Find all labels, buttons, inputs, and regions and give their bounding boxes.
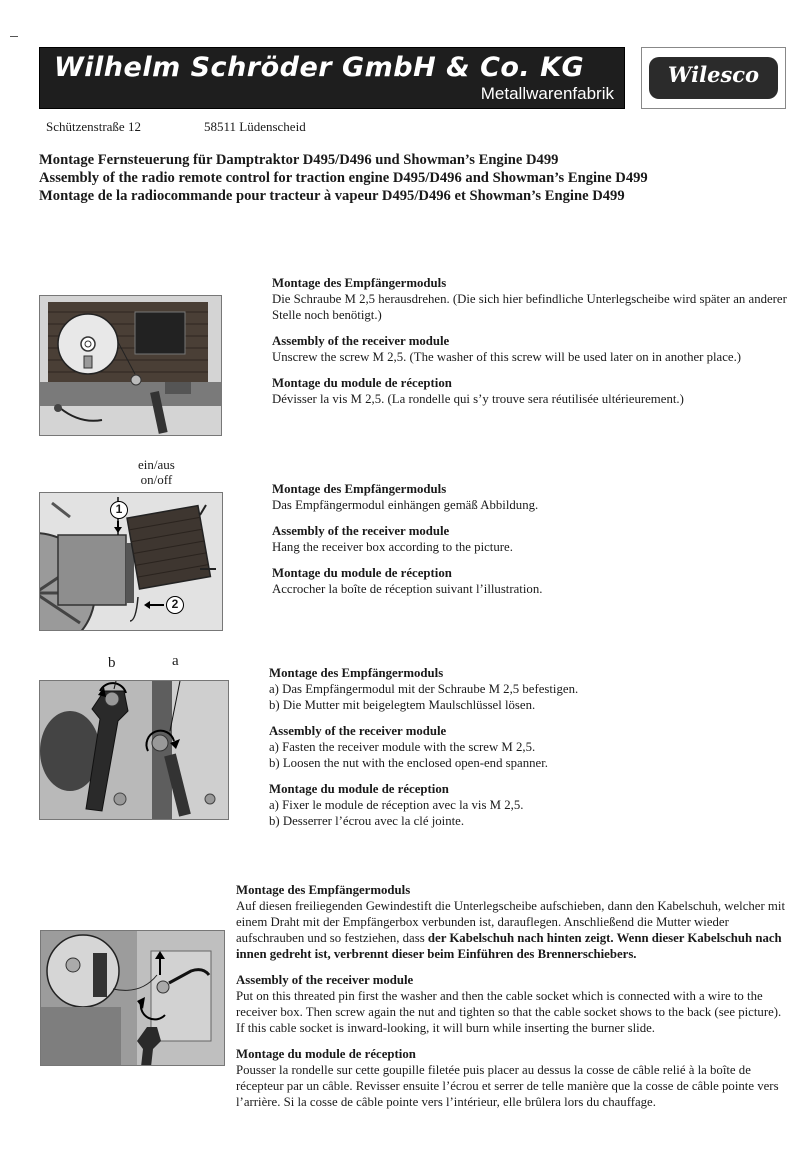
- marker-2: 2: [166, 596, 184, 614]
- cable-socket-illustration: [41, 931, 225, 1066]
- address-street: Schützenstraße 12: [46, 119, 141, 134]
- title-fr: Montage de la radiocommande pour tracteur à vapeur D495/D496 et Showman’s Engine D499: [39, 188, 625, 204]
- step3-fr-heading: Montage du module de réception: [269, 782, 449, 796]
- step3-fr-b: b) Desserrer l’écrou avec la clé jointe.: [269, 814, 465, 828]
- page-mark: [10, 36, 18, 37]
- step3-de-b: b) Die Mutter mit beigelegtem Maulschlüssel lösen.: [269, 698, 536, 712]
- step4-text: [236, 882, 792, 1110]
- step2-de-heading: Montage des Empfängermoduls: [272, 482, 447, 496]
- step2-fr-text: Accrocher la boîte de réception suivant l’illustration.: [272, 582, 543, 596]
- callout-on-off: on/off: [140, 472, 173, 487]
- step3-en-b: b) Loosen the nut with the enclosed open-end spanner.: [269, 756, 548, 770]
- label-a: a: [172, 653, 179, 669]
- step1-en-text: Unscrew the screw M 2,5. (The washer of this screw will be used later on in another place.): [272, 350, 742, 364]
- step3-en-a: a) Fasten the receiver module with the screw M 2,5.: [269, 740, 536, 754]
- step4-photo: [40, 930, 225, 1066]
- step1-en-heading: Assembly of the receiver module: [272, 334, 450, 348]
- step2-en-heading: Assembly of the receiver module: [272, 524, 450, 538]
- title-de: Montage Fernsteuerung für Damptraktor D495/D496 und Showman’s Engine D499: [39, 152, 559, 168]
- marker-1: 1: [110, 501, 128, 519]
- label-b: b: [108, 655, 116, 671]
- address-city: 58511 Lüdenscheid: [204, 119, 306, 134]
- step1-photo: [39, 295, 222, 436]
- wrench-illustration: [40, 681, 229, 820]
- step4-de-text: Auf diesen freiliegenden Gewindestift die Unterlegscheibe aufschieben, dann den Kabelschuh, welcher mit einem Draht mit der Empfängerbox verbunden ist, darauflegen. Anschließend die Mutter wieder aufschrauben und so festziehen, dass: [236, 899, 785, 945]
- step3-photo: [39, 680, 229, 820]
- step3-en-heading: Assembly of the receiver module: [269, 724, 447, 738]
- step4-de-paragraph: [236, 898, 792, 962]
- step1-de-heading: Montage des Empfängermoduls: [272, 276, 447, 290]
- step3-text: [269, 665, 789, 829]
- step2-fr-heading: Montage du module de réception: [272, 566, 452, 580]
- step1-fr-text: Dévisser la vis M 2,5. (La rondelle qui s’y trouve sera réutilisée ultérieurement.): [272, 392, 684, 406]
- step4-fr-text: Pousser la rondelle sur cette goupille filetée puis placer au dessus la cosse de câble relié à la boîte de récepteur par un câble. Revisser ensuite l’écrou et serrer de telle manière que la cosse de câble pointe vers l’arrière. Si la cosse de câble pointe vers l’intérieur, elle brûlera lors du chauffage.: [236, 1063, 779, 1109]
- step4-de-warning: der Kabelschuh nach hinten zeigt. Wenn dieser Kabelschuh nach innen gedreht ist, verbrennt dieser beim Einführen des Brennerschiebers.: [236, 931, 782, 961]
- step2-en-text: Hang the receiver box according to the picture.: [272, 540, 513, 554]
- wilesco-logo: [641, 47, 786, 109]
- step4-en-text: Put on this threated pin first the washer and then the cable socket which is connected with a wire to the receiver box. Then screw again the nut and tighten so that the cable socket shows to the back (see picture). If this cable socket is inward-looking, it will burn while inserting the burner slide.: [236, 989, 782, 1035]
- document-title: [39, 151, 799, 205]
- callout-ein-aus: ein/aus: [138, 457, 175, 472]
- receiver-screw-illustration: [40, 296, 222, 436]
- title-en: Assembly of the radio remote control for traction engine D495/D496 and Showman’s Engine D499: [39, 170, 648, 186]
- step4-en-heading: Assembly of the receiver module: [236, 973, 414, 987]
- step3-de-a: a) Das Empfängermodul mit der Schraube M 2,5 befestigen.: [269, 682, 579, 696]
- step3-de-heading: Montage des Empfängermoduls: [269, 666, 444, 680]
- step1-fr-heading: Montage du module de réception: [272, 376, 452, 390]
- step2-text: [272, 481, 792, 597]
- step1-de-text: Die Schraube M 2,5 herausdrehen. (Die sich hier befindliche Unterlegscheibe wird später an anderer Stelle noch benötigt.): [272, 292, 787, 322]
- company-name: Wilhelm Schröder GmbH & Co. KG: [54, 52, 585, 83]
- step4-fr-heading: Montage du module de réception: [236, 1047, 416, 1061]
- company-banner: [39, 47, 625, 109]
- step1-text: [272, 275, 792, 407]
- receiver-hang-illustration: [40, 493, 223, 631]
- step4-de-heading: Montage des Empfängermoduls: [236, 883, 411, 897]
- logo-text: Wilesco: [667, 62, 760, 87]
- step3-fr-a: a) Fixer le module de réception avec la vis M 2,5.: [269, 798, 524, 812]
- step2-photo: [39, 492, 223, 631]
- company-subtitle: Metallwarenfabrik: [480, 84, 614, 103]
- on-off-callout: [138, 457, 175, 487]
- step2-de-text: Das Empfängermodul einhängen gemäß Abbildung.: [272, 498, 539, 512]
